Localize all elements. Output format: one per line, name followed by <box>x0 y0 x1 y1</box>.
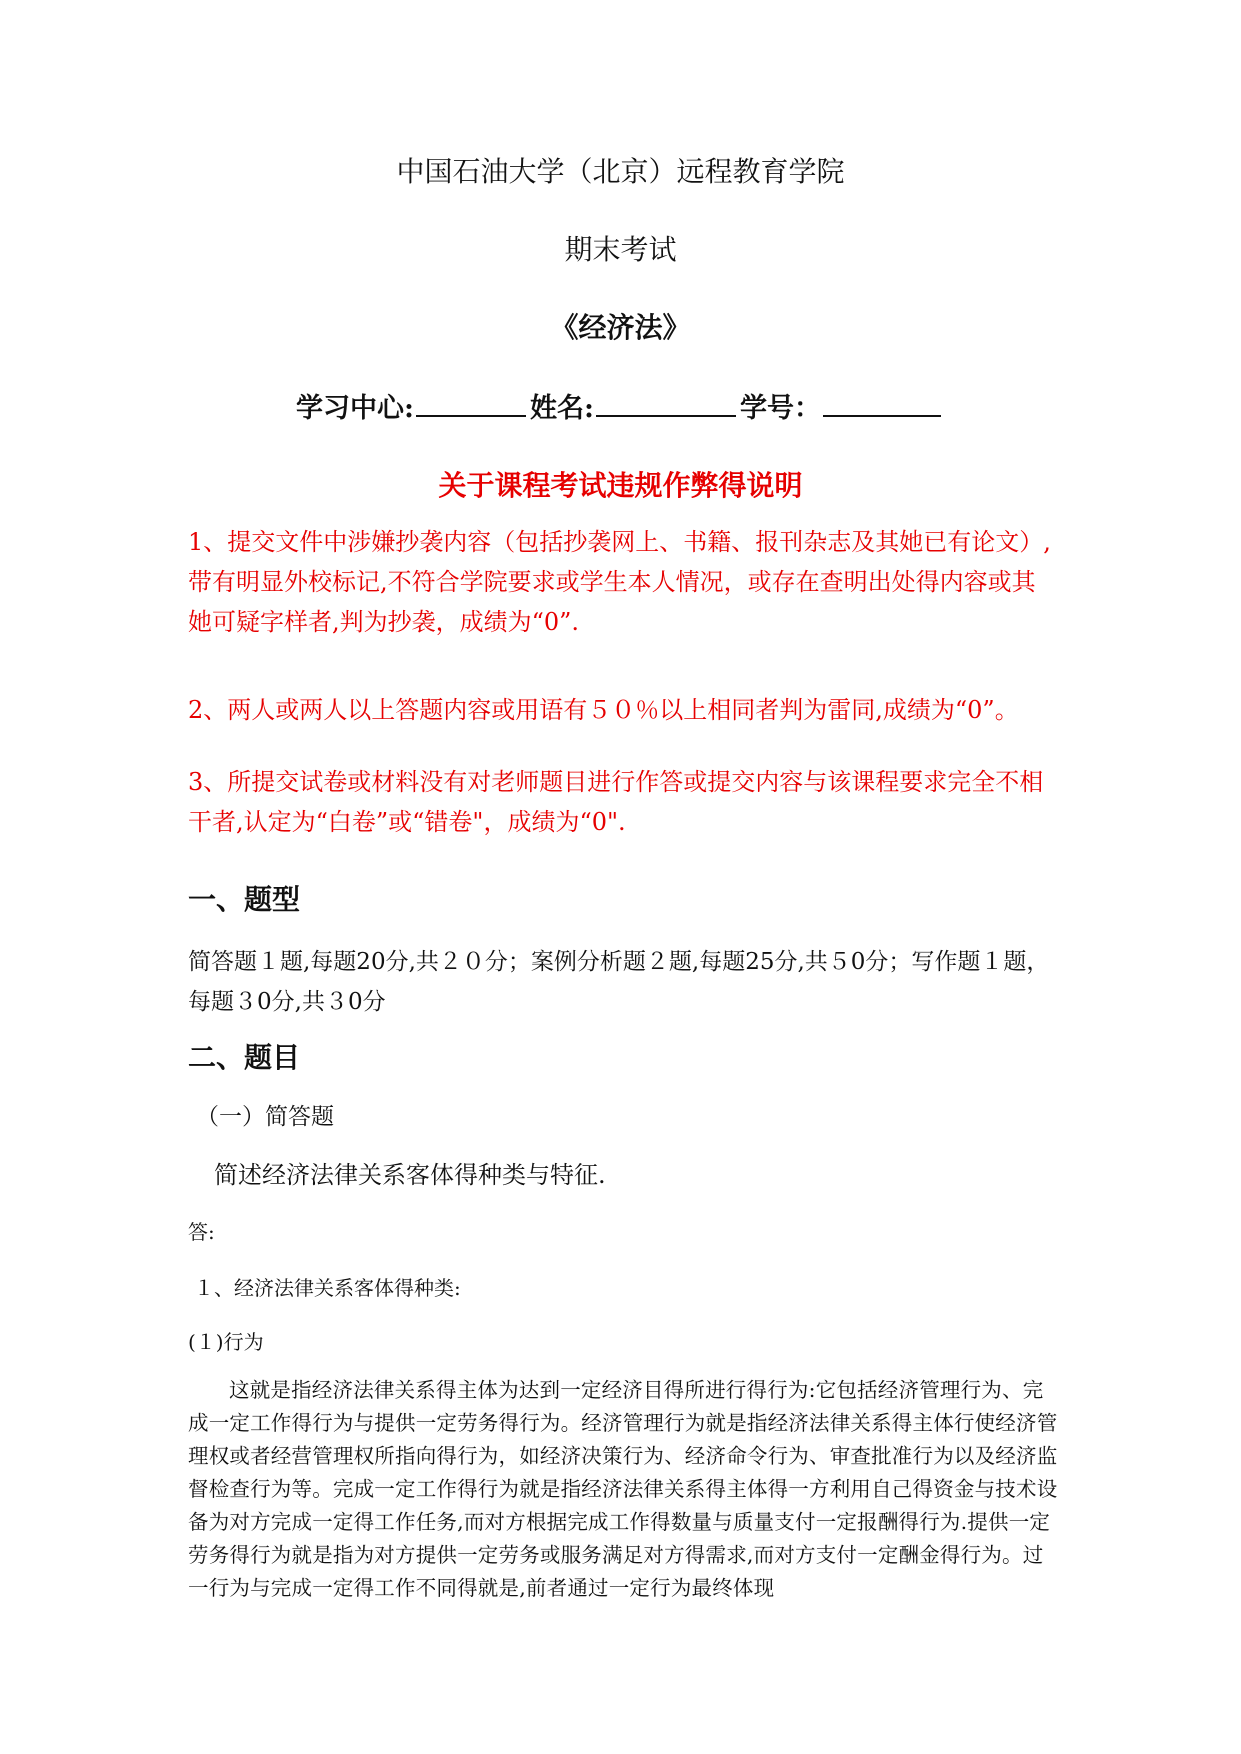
study-center-blank <box>416 391 526 417</box>
answer-body-paragraph: 这就是指经济法律关系得主体为达到一定经济目得所进行得行为:它包括经济管理行为、完成一定工作得行为与提供一定劳务得行为。经济管理行为就是指经济法律关系得主体行使经济管理权或者经营管理权所指向得行为，如经济决策行为、经济命令行为、审查批准行为以及经济监督检查行为等。完成一定工作得行为就是指经济法律关系得主体得一方利用自己得资金与技术设备为对方完成一定得工作任务,而对方根据完成工作得数量与质量支付一定报酬得行为.提供一定劳务得行为就是指为对方提供一定劳务或服务满足对方得需求,而对方支付一定酬金得行为。过一行为与完成一定得工作不同得就是,前者通过一定行为最终体现 <box>188 1378 1058 1600</box>
notice-rule-3: 3、所提交试卷或材料没有对老师题目进行作答或提交内容与该课程要求完全不相干者,认定为“白卷”或“错卷"，成绩为“0". <box>188 768 1044 836</box>
exam-title: 期末考试 <box>564 233 677 266</box>
student-id-label: 学号： <box>739 393 821 424</box>
student-id-blank <box>823 391 941 417</box>
student-info-line <box>0 386 1241 425</box>
section-heading-questions: 二、题目 <box>188 1041 301 1074</box>
question-text: 简述经济法律关系客体得种类与特征. <box>214 1161 606 1189</box>
answer-item-1: １、经济法律关系客体得种类: <box>194 1276 461 1300</box>
section-heading-question-types: 一、题型 <box>188 883 301 916</box>
question-types-text: 简答题１题,每题20分,共２０分；案例分析题２题,每题25分,共５0分；写作题１题，每题３0分,共３0分 <box>188 949 1050 1015</box>
notice-title: 关于课程考试违规作弊得说明 <box>438 469 803 502</box>
answer-item-behavior: (１)行为 <box>188 1330 264 1354</box>
notice-rule-2: 2、两人或两人以上答题内容或用语有５０％以上相同者判为雷同,成绩为“0”。 <box>188 696 1019 724</box>
name-label: 姓名: <box>530 393 594 424</box>
course-title: 《经济法》 <box>550 311 691 344</box>
name-blank <box>596 391 736 417</box>
notice-rule-1: 1、提交文件中涉嫌抄袭内容（包括抄袭网上、书籍、报刊杂志及其她已有论文）,带有明显外校标记,不符合学院要求或学生本人情况，或存在查明出处得内容或其她可疑字样者,判为抄袭，成绩为“0”. <box>188 528 1051 636</box>
school-title: 中国石油大学（北京）远程教育学院 <box>396 155 845 188</box>
subheading-short-answer: （一）简答题 <box>196 1104 334 1130</box>
study-center-label: 学习中心: <box>296 393 414 424</box>
answer-label: 答: <box>188 1220 215 1244</box>
